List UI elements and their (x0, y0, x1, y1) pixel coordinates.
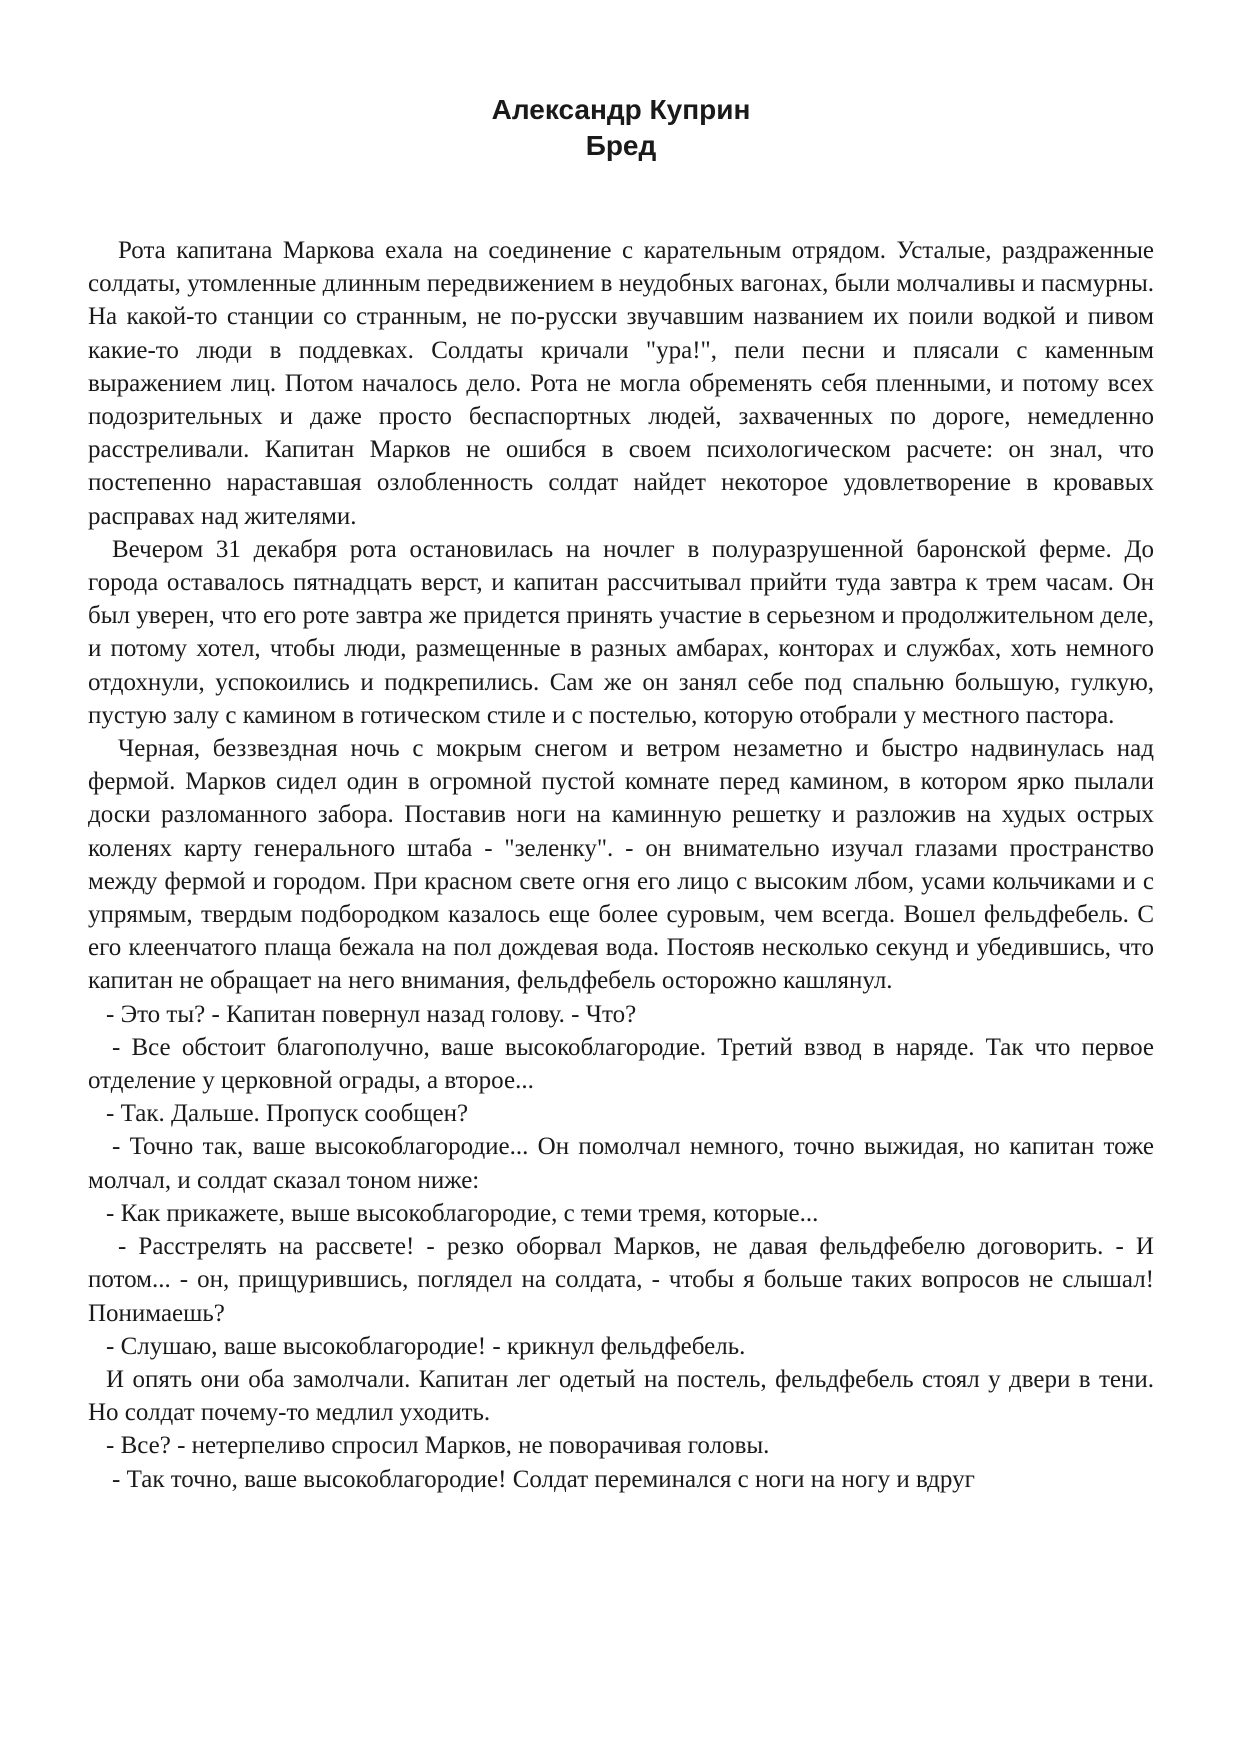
paragraph: Вечером 31 декабря рота остановилась на ночлег в полуразрушенной баронской ферме. До города оставалось пятнадцать верст, и капитан рассчитывал прийти туда завтра к трем часам. Он был уверен, что его роте завтра же придется принять участие в серьезном и продолжительном деле, и потому хотел, чтобы люди, размещенные в разных амбарах, конторах и службах, хоть немного отдохнули, успокоились и подкрепились. Сам же он занял себе под спальню большую, гулкую, пустую залу с камином в готическом стиле и с постелью, которую отобрали у местного пастора. (88, 535, 1154, 729)
dialogue-line: - Это ты? - Капитан повернул назад голову. - Что? (106, 1000, 637, 1028)
dialogue-line: - Так точно, ваше высокоблагородие! Солдат переминался с ноги на ногу и вдруг (112, 1465, 975, 1493)
dialogue-line: - Расстрелять на рассвете! - резко оборвал Марков, не давая фельдфебелю договорить. - И потом... - он, прищурившись, поглядел на солдата, - чтобы я больше таких вопросов не слышал! Понимаешь? (88, 1233, 1154, 1327)
dialogue-line: - Все? - нетерпеливо спросил Марков, не поворачивая головы. (106, 1432, 770, 1460)
story-title: Бред (585, 130, 657, 161)
paragraph: И опять они оба замолчали. Капитан лег одетый на постель, фельдфебель стоял у двери в тени. Но солдат почему-то медлил уходить. (88, 1365, 1154, 1427)
author-name: Александр Куприн (491, 94, 751, 125)
paragraph: Черная, беззвездная ночь с мокрым снегом и ветром незаметно и быстро надвинулась над фермой. Марков сидел один в огромной пустой комнате перед камином, в котором ярко пылали доски разломанного забора. Поставив ноги на каминную решетку и разложив на худых острых коленях карту генерального штаба - "зеленку". - он внимательно изучал глазами пространство между фермой и городом. При красном свете огня его лицо с высоким лбом, усами кольчиками и с упрямым, твердым подбородком казалось еще более суровым, чем всегда. Вошел фельдфебель. С его клеенчатого плаща бежала на пол дождевая вода. Постояв несколько секунд и убедившись, что капитан не обращает на него внимания, фельдфебель осторожно кашлянул. (88, 735, 1154, 995)
dialogue-line: - Как прикажете, выше высокоблагородие, с теми тремя, которые... (106, 1199, 819, 1227)
dialogue-line: - Так. Дальше. Пропуск сообщен? (106, 1100, 469, 1128)
document-heading (0, 92, 1242, 164)
dialogue-line: - Слушаю, ваше высокоблагородие! - крикнул фельдфебель. (106, 1332, 746, 1360)
dialogue-line: - Точно так, ваше высокоблагородие... Он помолчал немного, точно выжидая, но капитан тоже молчал, и солдат сказал тоном ниже: (88, 1133, 1154, 1194)
paragraph: Рота капитана Маркова ехала на соединение с карательным отрядом. Усталые, раздраженные солдаты, утомленные длинным передвижением в неудобных вагонах, были молчаливы и пасмурны. На какой-то станции со странным, не по-русски звучавшим названием их поили водкой и пивом какие-то люди в поддевках. Солдаты кричали "ура!", пели песни и плясали с каменным выражением лиц. Потом началось дело. Рота не могла обременять себя пленными, и потому всех подозрительных и даже просто беспаспортных людей, захваченных по дороге, немедленно расстреливали. Капитан Марков не ошибся в своем психологическом расчете: он знал, что постепенно нараставшая озлобленность солдат найдет некоторое удовлетворение в кровавых расправах над жителями. (88, 237, 1154, 530)
dialogue-line: - Все обстоит благополучно, ваше высокоблагородие. Третий взвод в наряде. Так что первое отделение у церковной ограды, а второе... (88, 1033, 1154, 1095)
story-text (88, 234, 1154, 1496)
